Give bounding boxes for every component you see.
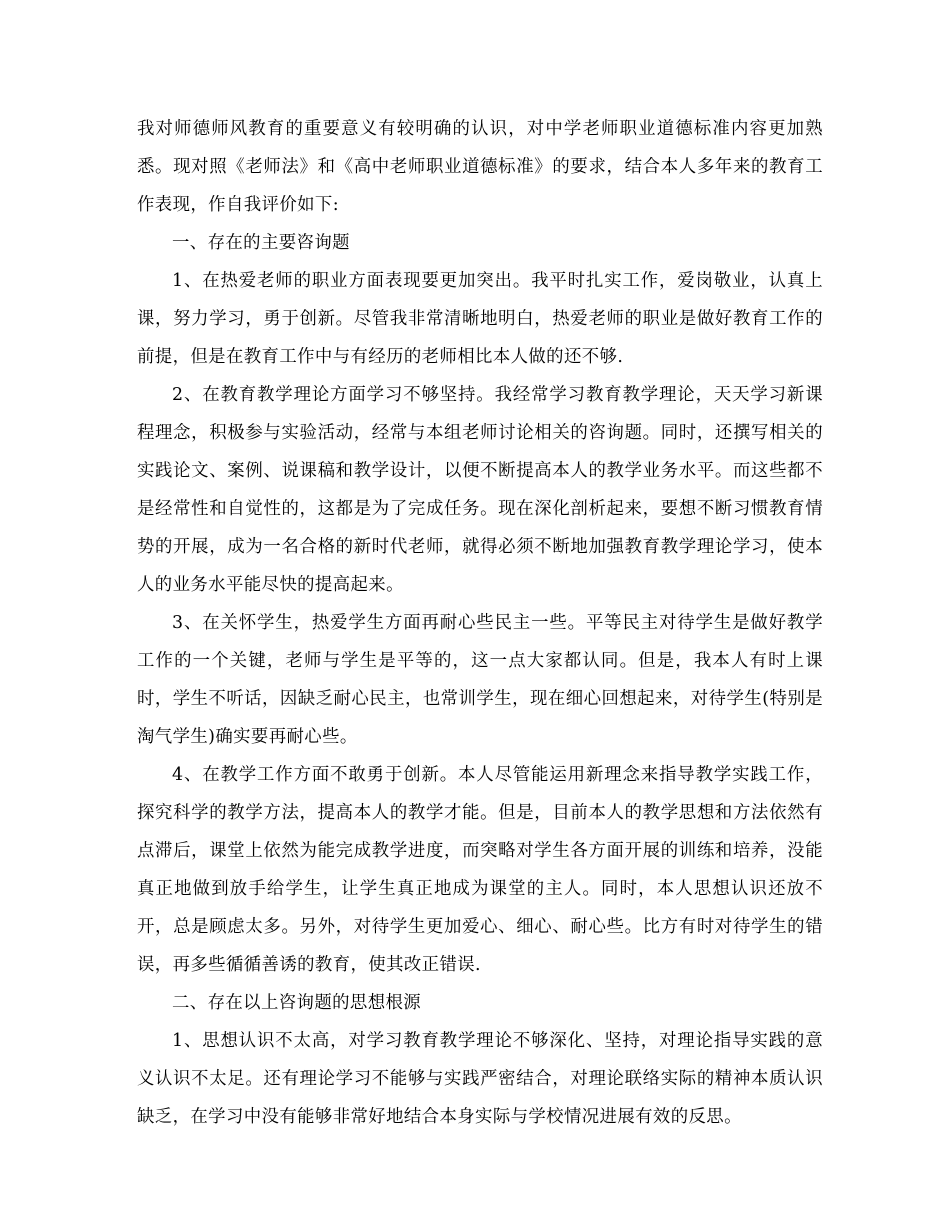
document-body bbox=[137, 110, 823, 1136]
paragraph-problem-3: 3、在关怀学生，热爱学生方面再耐心些民主一些。平等民主对待学生是做好教学工作的一个关键，老师与学生是平等的，这一点大家都认同。但是，我本人有时上课时，学生不听话，因缺乏耐心民主，也常训学生，现在细心回想起来，对待学生(特别是淘气学生)确实要再耐心些。 bbox=[137, 613, 823, 747]
paragraph-problem-2: 2、在教育教学理论方面学习不够坚持。我经常学习教育教学理论，天天学习新课程理念，积极参与实验活动，经常与本组老师讨论相关的咨询题。同时，还撰写相关的实践论文、案例、说课稿和教学设计，以便不断提高本人的教学业务水平。而这些都不是经常性和自觉性的，这都是为了完成任务。现在深化剖析起来，要想不断习惯教育情势的开展，成为一名合格的新时代老师，就得必须不断地加强教育教学理论学习，使本人的业务水平能尽快的提高起来。 bbox=[137, 385, 823, 595]
section-heading-problems: 一、存在的主要咨询题 bbox=[172, 233, 350, 253]
paragraph-problem-1: 1、在热爱老师的职业方面表现要更加突出。我平时扎实工作，爱岗敬业，认真上课，努力学习，勇于创新。尽管我非常清晰地明白，热爱老师的职业是做好教育工作的前提，但是在教育工作中与有经历的老师相比本人做的还不够. bbox=[137, 271, 823, 367]
paragraph-intro: 我对师德师风教育的重要意义有较明确的认识，对中学老师职业道德标准内容更加熟悉。现对照《老师法》和《高中老师职业道德标准》的要求，结合本人多年来的教育工作表现，作自我评价如下: bbox=[137, 119, 823, 215]
paragraph-root-1: 1、思想认识不太高，对学习教育教学理论不够深化、坚持，对理论指导实践的意义认识不太足。还有理论学习不能够与实践严密结合，对理论联络实际的精神本质认识缺乏，在学习中没有能够非常好地结合本身实际与学校情况进展有效的反思。 bbox=[137, 1031, 823, 1127]
paragraph-problem-4: 4、在教学工作方面不敢勇于创新。本人尽管能运用新理念来指导教学实践工作，探究科学的教学方法，提高本人的教学才能。但是，目前本人的教学思想和方法依然有点滞后，课堂上依然为能完成教学进度，而突略对学生各方面开展的训练和培养，没能真正地做到放手给学生，让学生真正地成为课堂的主人。同时，本人思想认识还放不开，总是顾虑太多。另外，对待学生更加爱心、细心、耐心些。比方有时对待学生的错误，再多些循循善诱的教育，使其改正错误. bbox=[137, 765, 823, 975]
section-heading-roots: 二、存在以上咨询题的思想根源 bbox=[172, 993, 422, 1013]
